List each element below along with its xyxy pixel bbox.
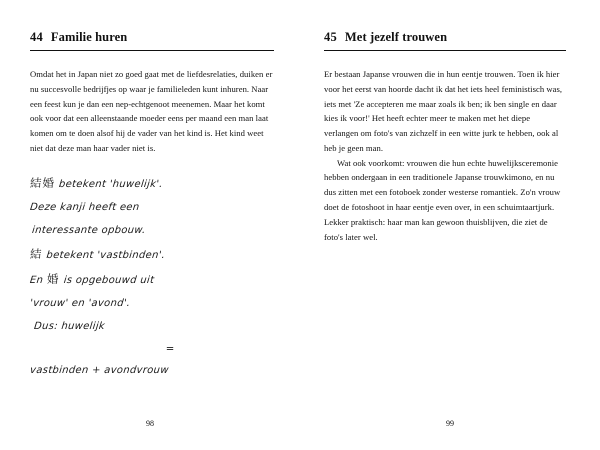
handwritten-line	[29, 246, 274, 261]
handwritten-text: Deze kanji heeft een	[29, 201, 140, 213]
right-chapter-heading	[324, 30, 566, 51]
kanji-kon: 婚	[47, 271, 61, 286]
left-body-text	[30, 67, 274, 156]
left-chapter-number: 44	[30, 30, 43, 44]
handwritten-note	[29, 175, 274, 376]
handwritten-line	[29, 203, 274, 213]
handwritten-line	[29, 299, 274, 309]
paragraph: Wat ook voorkomt: vrouwen die hun echte huwelijksceremonie hebben ondergaan in een traditionele Japanse trouwkimono, en nu dus zitten met een fotoboek zonder westerse romantiek. Zo'n vrouw doet de fotoshoot in haar eentje even over, in een schuimtaartjurk. Lekker praktisch: haar man kan gewoon thuisblijven, die ziet de foto's later wel.	[324, 157, 561, 242]
handwritten-line	[29, 366, 274, 376]
handwritten-text: Dus: huwelijk	[33, 320, 106, 332]
handwritten-text: En	[29, 274, 44, 286]
handwritten-text: betekent 'huwelijk'.	[58, 178, 164, 190]
handwritten-line	[29, 175, 274, 190]
kanji-kekkon: 結婚	[29, 175, 56, 190]
handwritten-text: 'vrouw' en 'avond'.	[29, 297, 131, 309]
paragraph: Er bestaan Japanse vrouwen die in hun eentje trouwen. Toen ik hier voor het eerst van hoorde dacht ik dat het iets heel feministisch was, iets met 'Ze accepteren me maar zoals ik ben; ik ben single en daar kies ik voor!' Het heeft echter meer te maken met het diepe verlangen om foto's van zichzelf in een witte jurk te hebben, ook al heb je geen man.	[324, 69, 563, 153]
handwritten-text: is opgebouwd uit	[63, 274, 155, 286]
handwritten-text: betekent 'vastbinden'.	[45, 249, 166, 261]
left-chapter-heading	[30, 30, 274, 51]
left-chapter-title: Familie huren	[50, 30, 128, 44]
page-number-right: 99	[446, 419, 454, 428]
handwritten-text: vastbinden + avondvrouw	[29, 364, 170, 376]
right-body-text	[324, 67, 566, 244]
handwritten-equals: =	[165, 343, 175, 355]
handwritten-line	[29, 322, 274, 332]
paragraph: Omdat het in Japan niet zo goed gaat met de liefdesrelaties, duiken er nu succesvolle bedrijfjes op waar je familieleden kunt inhuren. Naar een feest kun je dan een nep-echtgenoot meenemen. Maar het komt ook voor dat een alleenstaande moeder eens per maand een man laat komen om te doen alsof hij de vader van het kind is. Het kind weet niet dat deze man haar vader niet is.	[30, 69, 273, 153]
kanji-musubu: 結	[29, 246, 43, 261]
right-page	[300, 0, 600, 450]
handwritten-line	[29, 271, 274, 286]
right-chapter-title: Met jezelf trouwen	[344, 30, 448, 44]
right-chapter-number: 45	[324, 30, 337, 44]
page-number-left: 98	[146, 419, 154, 428]
handwritten-line	[29, 226, 274, 236]
handwritten-text: interessante opbouw.	[31, 224, 147, 236]
